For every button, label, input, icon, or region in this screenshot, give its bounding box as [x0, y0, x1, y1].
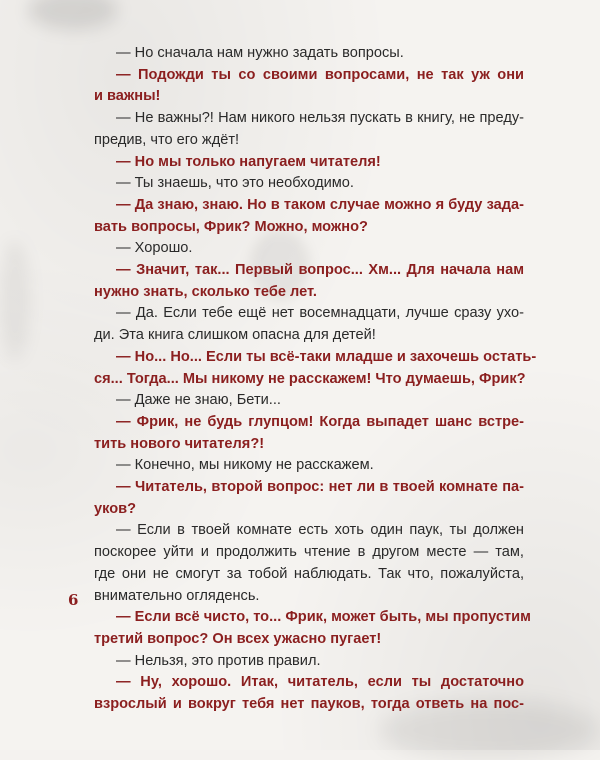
text-line: — Нельзя, это против правил. [116, 652, 321, 669]
text-line: — Но сначала нам нужно задать вопросы. [116, 45, 404, 61]
text-line: — Даже не знаю, Бети... [116, 392, 281, 409]
text-line: — Но... Но... Если ты всё-таки младше и захочешь остать- [116, 348, 537, 365]
text-line: ся... Тогда... Мы никому не расскажем! Что думаешь, Фрик? [94, 370, 526, 387]
text-line: третий вопрос? Он всех ужасно пугает! [94, 630, 382, 647]
page-number: 6 [68, 591, 79, 609]
page-stain [0, 240, 30, 360]
text-line: вать вопросы, Фрик? Можно, можно? [94, 218, 368, 235]
text-line: ди. Эта книга слишком опасна для детей! [94, 327, 376, 344]
text-line: — Если всё чисто, то... Фрик, может быть, мы пропустим [116, 609, 531, 626]
text-line: уков? [94, 500, 137, 517]
text-line: — Фрик, не будь глупцом! Когда выпадет шанс встре- [116, 413, 524, 430]
text-line: где они не смогут за тобой наблюдать. Так что, пожалуйста, [94, 565, 524, 582]
text-line: — Не важны?! Нам никого нельзя пускать в книгу, не преду- [116, 110, 524, 127]
text-line: — Хорошо. [116, 240, 193, 257]
text-line: — Ты знаешь, что это необходимо. [116, 175, 354, 192]
text-line: — Да. Если тебе ещё нет восемнадцати, лучше сразу ухо- [116, 305, 524, 322]
text-line: — Подожди ты со своими вопросами, не так уж они [116, 66, 524, 83]
text-line: внимательно огляденсь. [94, 587, 260, 604]
body-text [94, 43, 537, 716]
text-line: и важны! [94, 88, 161, 105]
text-line: — Ну, хорошо. Итак, читатель, если ты достаточно [116, 674, 524, 691]
page-stain [28, 0, 118, 30]
text-line: поскорее уйти и продолжить чтение в другом месте — там, [94, 544, 524, 561]
text-line: взрослый и вокруг тебя нет пауков, тогда ответь на пос- [94, 696, 524, 713]
text-line: — Да знаю, знаю. Но в таком случае можно я буду зада- [116, 196, 524, 213]
text-line: — Значит, так... Первый вопрос... Хм... Для начала нам [116, 262, 524, 279]
text-line: предив, что его ждёт! [94, 131, 240, 148]
text-line: нужно знать, сколько тебе лет. [94, 283, 317, 300]
text-line: — Конечно, мы никому не расскажем. [116, 457, 374, 474]
text-line: — Читатель, второй вопрос: нет ли в твоей комнате па- [116, 479, 524, 496]
text-line: — Но мы только напугаем читателя! [116, 153, 381, 170]
text-line: — Если в твоей комнате есть хоть один паук, ты должен [116, 522, 524, 539]
text-line: тить нового читателя?! [94, 435, 265, 452]
